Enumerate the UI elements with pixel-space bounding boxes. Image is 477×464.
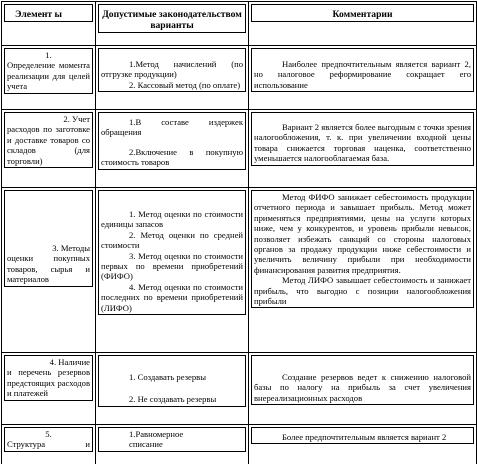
variant-item: 1.В составе издержек обращения bbox=[101, 117, 243, 138]
element-text: оценки покупных товаров, сырья и материалов bbox=[7, 253, 90, 285]
comment-text: Вариант 2 является более выгодным с точки зрения налогообложения, т. к. при увеличении входной цены товара снижается торговая наценка, соответственно уменьшается налогооблагаемая база. bbox=[254, 122, 471, 164]
header-comments-text: Комментарии bbox=[251, 4, 474, 22]
variant-item: 1.Метод начислений (по отгрузке продукции) bbox=[101, 59, 243, 80]
variant-item: 2.Включение в покупную стоимость товаров bbox=[101, 146, 243, 168]
comment-text: Более предпочтительным является вариант 2 bbox=[282, 432, 447, 442]
element-cell bbox=[2, 188, 96, 353]
comment-text: Создание резервов ведет к снижению налоговой базы по налогу на прибыль за счет увеличения внереализационных расходов bbox=[254, 372, 471, 403]
element-number: 4. Наличие bbox=[49, 357, 90, 367]
header-cell-variants bbox=[96, 2, 249, 46]
element-cell bbox=[2, 110, 96, 188]
variants-cell bbox=[96, 188, 249, 353]
variant-item: 4. Метод оценки по стоимости последних по времени приобретений (ЛИФО) bbox=[101, 281, 243, 313]
accounting-policy-table bbox=[1, 1, 477, 464]
comment-cell bbox=[249, 110, 477, 188]
comment-text: Наиболее предпочтительным является вариант 2, но налоговое реформирование сокращает его использование bbox=[254, 59, 471, 90]
variant-item: 2. Не создавать резервы bbox=[129, 394, 217, 405]
variant-item: 1. Создавать резервы bbox=[129, 372, 206, 382]
header-element-text: Элемент ы bbox=[4, 4, 93, 22]
variant-item: 1.Равномерное bbox=[129, 429, 184, 439]
header-cell-comments bbox=[249, 2, 477, 46]
element-cell bbox=[2, 353, 96, 425]
element-number: 5. bbox=[45, 429, 52, 439]
variant-item: 1. Метод оценки по стоимости единицы запасов bbox=[101, 209, 243, 230]
comment-text-fifo: Метод ФИФО занижает себестоимость продукции отчетного периода и завышает прибыль. Метод может применяться предприятиями, цены на услуги которых ниже, чем у конкурентов, и уровень прибыли невысок, позволяет избежать санкций со стороны налоговых органов за продажу продукции ниже себестоимости и увеличить величину прибыли при необходимости финансирования развития предприятия. bbox=[254, 192, 471, 275]
comment-cell bbox=[249, 188, 477, 353]
comment-cell bbox=[249, 46, 477, 110]
variants-cell bbox=[96, 425, 249, 464]
table-row bbox=[2, 353, 477, 425]
element-text: и перечень резервов предстоящих расходов и платежей bbox=[7, 367, 90, 399]
variants-cell bbox=[96, 353, 249, 425]
variant-item: 3. Метод оценки по стоимости первых по времени приобретений (ФИФО) bbox=[101, 250, 243, 282]
comment-cell bbox=[249, 425, 477, 464]
variants-cell bbox=[96, 110, 249, 188]
variant-item: 2. Кассовый метод (по оплате) bbox=[129, 79, 241, 90]
element-text: Определение момента реализации для целей учета bbox=[7, 60, 90, 92]
element-text: Структура и bbox=[7, 439, 90, 450]
variant-item: списание bbox=[129, 439, 163, 450]
element-number: 1. bbox=[45, 50, 52, 60]
comment-cell bbox=[249, 353, 477, 425]
table-header-row bbox=[2, 2, 477, 46]
element-text: расходов по заготовке и доставке товаров со складов (для торговли) bbox=[7, 124, 90, 166]
variant-item: 2. Метод оценки по средней стоимости bbox=[101, 229, 243, 251]
element-number: 3. Методы bbox=[52, 243, 90, 253]
table-row bbox=[2, 188, 477, 353]
table-row bbox=[2, 110, 477, 188]
variants-cell bbox=[96, 46, 249, 110]
comment-text-lifo: Метод ЛИФО завышает себестоимость и занижает прибыль, что выгодно с позиции налогообложения прибыли bbox=[254, 275, 471, 307]
header-cell-element bbox=[2, 2, 96, 46]
element-number: 2. Учет bbox=[63, 114, 90, 124]
table-row bbox=[2, 425, 477, 464]
element-cell bbox=[2, 425, 96, 464]
table-row bbox=[2, 46, 477, 110]
header-variants-text: Допустимые законодательством варианты bbox=[98, 4, 246, 33]
element-cell bbox=[2, 46, 96, 110]
